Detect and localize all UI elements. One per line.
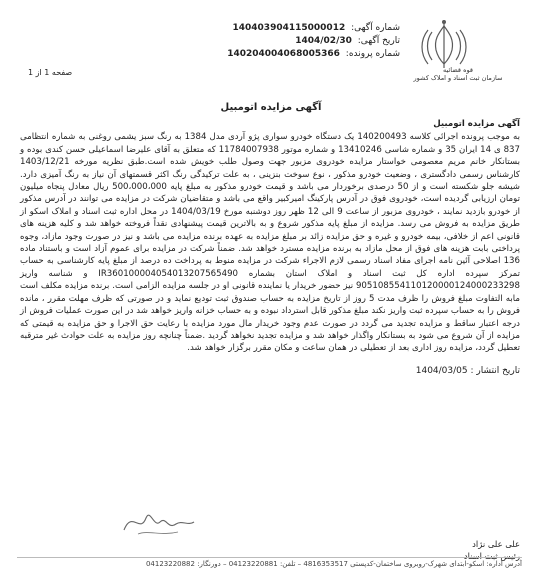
page-title: آگهی مزایده اتومبیل [220,102,322,113]
body-subhead: آگهی مزایده اتومبیل [433,119,520,129]
ad-metadata [227,22,400,61]
publish-date-value: 1404/03/05 [415,366,468,376]
organization-name [404,66,512,82]
ad-date-row [250,35,400,48]
body-text: به موجب پرونده اجرائی کلاسه 140200493 یک دستگاه خودرو سواری پژو آردی مدل 1384 به رنگ سبز یشمی روغنی به شماره انتظامی 837 ی 14 ایران 35 و شماره شاسی 13410246 و شماره موتور 11784007938 که متعلق به آقای علیرضا اسماعیلی حسن کندی بوده و بستانکار خانم مریم معصومی خواستار مزایده خودروی مزبور جهت وصول طلب خویش شده است.طبق نظریه مورخه 1403/12/21 کارشناس رسمی دادگستری ، وضعیت خودرو مذکور ، نوع سوخت بنزینی ، به علت ترکیدگی رنگ اکثر قسمتهای آن نیاز به رنگ آمیزی دارد. شیشه جلو شکسته است و از 50 درصدی برخوردار می باشد و قیمت خودرو مذکور به مبلغ پایه 500،000،000 ریال معادل پنجاه میلیون تومان ارزیابی گردیده است، خودروی فوق در آدرس پارکینگ امیرکبیر واقع می باشد و متقاضیان شرکت در مزایده می توانند در آدرس مذکور از خودرو بازدید نمایند ، خودروی مزبور از ساعت 9 الی 12 ظهر روز دوشنبه مورخ 1404/03/19 در محل اداره ثبت اسناد و املاک اسکو از طریق مزایده به فروش می رسد. مزایده از مبلغ پایه مذکور شروع و به بالاترین قیمت پیشنهادی نقداً فروخته خواهد شد و کلیه هزینه های قانونی اعم از خلافی، بیمه خودرو و غیره و حق مزایده زائد بر مبلغ مزایده به عهده برنده مزایده می باشد و نیز در صورت وجود مازاد، وجوه پرداختی بابت هزینه های فوق از محل مازاد به برنده مزایده مسترد خواهد شد. ضمناً شرکت در مزایده برای عموم آزاد است و باستناد ماده 136 اصلاحی آئین نامه اجرای مفاد اسناد رسمی لازم الاجراء شرکت در مزایده منوط به پرداخت ده درصد از مبلغ پایه کارشناسی به حساب تمرکز سپرده اداره کل ثبت اسناد و املاک استان بشماره IR360100004054013207565490 و شناسه واریز 905108554110120000124000233298 نیز حضور خریدار یا نماینده قانونی او در جلسه مزایده الزامی است. برنده مزایده مکلف است مابه التفاوت مبلغ فروش را ظرف مدت 5 روز از تاریخ مزایده به حساب صندوق ثبت تودیع نماید و در صورتی که ظرف مهلت مقرر ، مانده فروش را به حساب سپرده ثبت واریز نکند مبلغ مذکور قابل استرداد نبوده و به حساب خزانه واریز خواهد شد در این صورت عملیات فروش از درجه اعتبار ساقط و مزایده تجدید می گردد در صورت عدم وجود خریدار مال مورد مزایده با رعایت حق الاجرا و حق مزایده به قیمتی که مزایده از آن شروع می شود به بستانکار واگذار خواهد شد و مزایده تجدید نخواهد گردید .ضمناً چنانچه روز مزایده به علت حوادث غیر مترقبه تعطیل گردد، مزایده روز اداری بعد از تعطیلی در همان ساعت و مکان مقرر برگزار خواهد شد. [20,132,521,354]
signer-title: رئیس ثبت اسناد [463,551,520,561]
org-line-2: سازمان ثبت اسناد و املاک کشور [413,74,503,82]
signer-name: علی علی نژاد [472,539,520,549]
page-indicator: صفحه 1 از 1 [28,68,73,77]
footer-address: آدرس اداره: اسکو-ابتدای شهرک-روبروی ساختمان-کدپستی 4816353517 – تلفن: 04123220881 – دورنگار: 04123220882 [17,557,522,568]
ad-number-row [232,22,400,35]
publish-date-label: تاریخ انتشار : [470,366,520,376]
file-number-label: شماره پرونده: [345,49,400,59]
ad-date: 1404/02/30 [295,36,352,46]
publish-date [416,366,520,376]
ad-number-label: شماره آگهی: [351,23,400,33]
file-number-row [227,48,400,61]
ad-number: 140403904115000012 [232,23,346,33]
org-line-1: قوه قضائیه [443,66,473,74]
ad-date-label: تاریخ آگهی: [357,36,400,46]
file-number: 140204004068005366 [227,49,340,59]
signature-icon [118,500,198,540]
ad-body [20,118,520,355]
